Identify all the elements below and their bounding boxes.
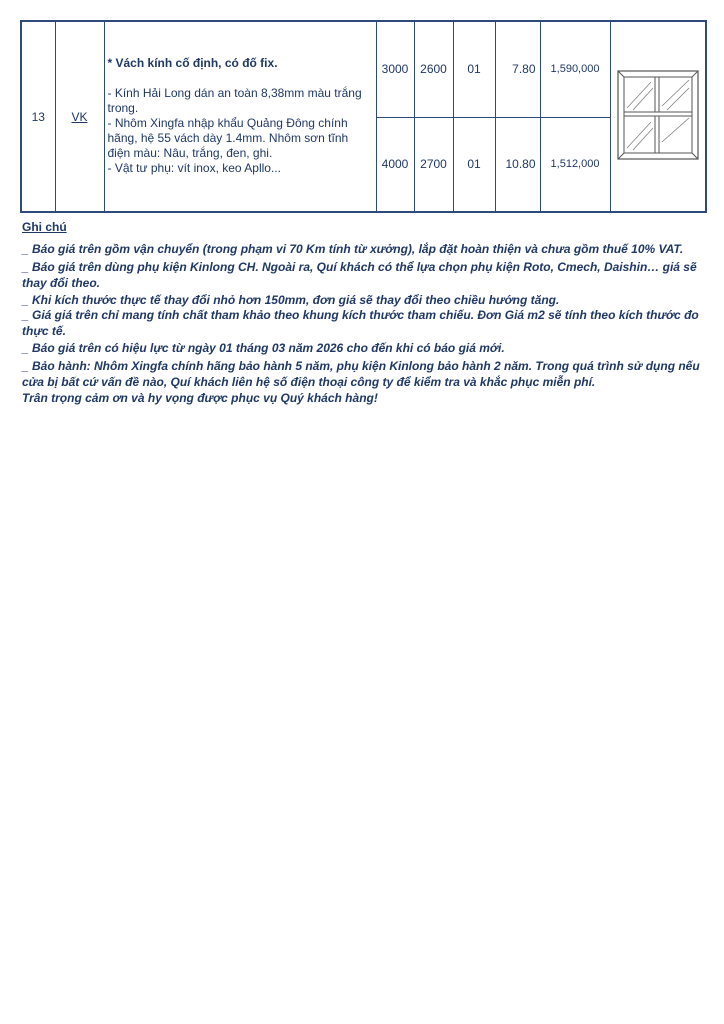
height-cell: 2700 bbox=[414, 117, 453, 212]
closing-line: Trân trọng cảm ơn và hy vọng được phục vụ Quý khách hàng! bbox=[22, 391, 378, 405]
width-cell: 3000 bbox=[376, 21, 414, 117]
note-item: _ Bảo hành: Nhôm Xingfa chính hãng bảo hành 5 năm, phụ kiện Kinlong bảo hành 2 năm. Trong quá trình sử dụng nếu cửa bị bất cứ vấn đề nào, Quí khách liên hệ số điện thoại công ty để kiểm tra và khắc phục miễn phí. bbox=[22, 359, 700, 389]
note-item: _ Báo giá trên gồm vận chuyển (trong phạm vi 70 Km tính từ xưởng), lắp đặt hoàn thiện và chưa gồm thuế 10% VAT. bbox=[22, 242, 684, 256]
area-cell: 10.80 bbox=[495, 117, 540, 212]
qty-cell: 01 bbox=[453, 117, 495, 212]
width-cell: 4000 bbox=[376, 117, 414, 212]
price-cell: 1,512,000 bbox=[540, 117, 610, 212]
height-cell: 2600 bbox=[414, 21, 453, 117]
note-item: _ Báo giá trên có hiệu lực từ ngày 01 tháng 03 năm 2026 cho đến khi có báo giá mới. bbox=[22, 341, 505, 355]
window-fixed-glass-icon bbox=[617, 70, 699, 160]
area-cell: 7.80 bbox=[495, 21, 540, 117]
product-title: * Vách kính cố định, có đố fix. bbox=[107, 56, 278, 70]
detail-line: - Nhôm Xingfa nhập khẩu Quảng Đông chính hãng, hệ 55 vách dày 1.4mm. Nhôm sơn tĩnh điện màu: Nâu, trắng, đen, ghi. bbox=[107, 116, 349, 160]
note-item: _ Khi kích thước thực tế thay đổi nhỏ hơn 150mm, đơn giá sẽ thay đổi theo chiều hướng tăng. bbox=[22, 293, 560, 307]
qty-cell: 01 bbox=[453, 21, 495, 117]
row-index: 13 bbox=[21, 21, 55, 212]
notes-title: Ghi chú bbox=[22, 220, 67, 234]
table-row bbox=[21, 21, 706, 117]
quotation-table bbox=[20, 20, 707, 213]
product-description bbox=[104, 21, 376, 212]
note-item: _ Báo giá trên dùng phụ kiện Kinlong CH. Ngoài ra, Quí khách có thể lựa chọn phụ kiện Roto, Cmech, Daishin… giá sẽ thay đổi theo. bbox=[22, 260, 697, 290]
product-code-link[interactable]: VK bbox=[71, 109, 88, 124]
price-cell: 1,590,000 bbox=[540, 21, 610, 117]
note-item: _ Giá giá trên chỉ mang tính chất tham khảo theo khung kích thước tham chiếu. Đơn Giá m2 sẽ tính theo kích thước đo thực tế. bbox=[22, 308, 699, 338]
detail-line: - Kính Hải Long dán an toàn 8,38mm màu trắng trong. bbox=[107, 86, 362, 115]
detail-line: - Vật tư phụ: vít inox, keo Apllo... bbox=[107, 161, 281, 175]
